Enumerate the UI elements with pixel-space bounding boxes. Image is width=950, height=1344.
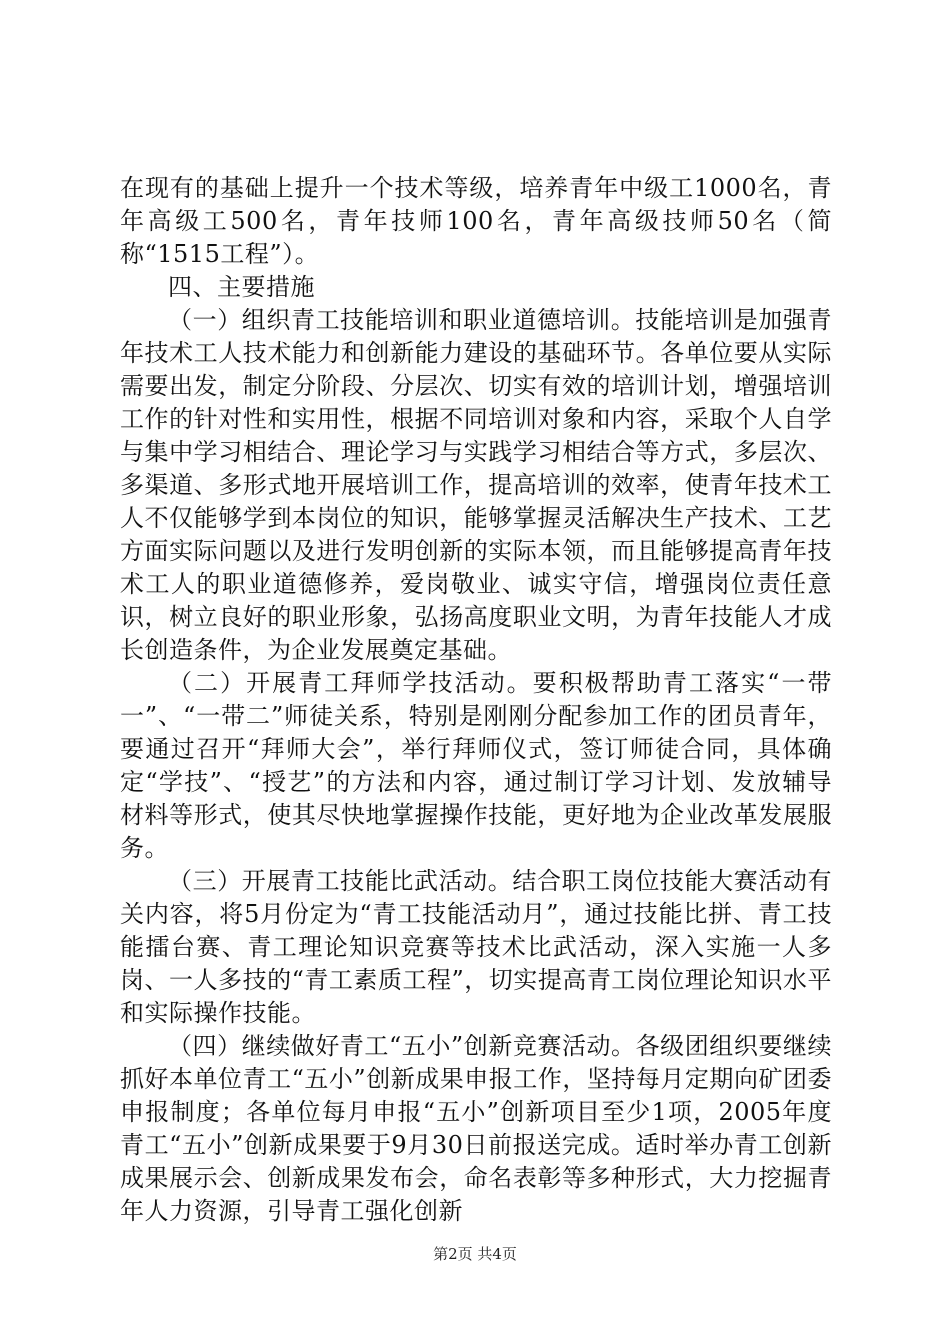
page-number-footer: 第2页 共4页 <box>433 1245 517 1263</box>
paragraph-measure-2: （二）开展青工拜师学技活动。要积极帮助青工落实“一带一”、“一带二”师徒关系，特别是刚刚分配参加工作的团员青年，要通过召开“拜师大会”，举行拜师仪式，签订师徒合同，具体确定“学技”、“授艺”的方法和内容，通过制订学习计划、发放辅导材料等形式，使其尽快地掌握操作技能，更好地为企业改革发展服务。 <box>120 669 832 862</box>
section-heading: 四、主要措施 <box>168 273 315 301</box>
paragraph-measure-4: （四）继续做好青工“五小”创新竞赛活动。各级团组织要继续抓好本单位青工“五小”创新成果申报工作，坚持每月定期向矿团委申报制度；各单位每月申报“五小”创新项目至少1项，2005年度青工“五小”创新成果要于9月30日前报送完成。适时举办青工创新成果展示会、创新成果发布会，命名表彰等多种形式，大力挖掘青年人力资源，引导青工强化创新 <box>120 1032 832 1225</box>
paragraph-continuation: 在现有的基础上提升一个技术等级，培养青年中级工1000名，青年高级工500名，青年技师100名，青年高级技师50名（简称“1515工程”）。 <box>120 174 832 268</box>
document-body <box>120 172 832 1228</box>
paragraph-measure-1: （一）组织青工技能培训和职业道德培训。技能培训是加强青年技术工人技术能力和创新能力建设的基础环节。各单位要从实际需要出发，制定分阶段、分层次、切实有效的培训计划，增强培训工作的针对性和实用性，根据不同培训对象和内容，采取个人自学与集中学习相结合、理论学习与实践学习相结合等方式，多层次、多渠道、多形式地开展培训工作，提高培训的效率，使青年技术工人不仅能够学到本岗位的知识，能够掌握灵活解决生产技术、工艺方面实际问题以及进行发明创新的实际本领，而且能够提高青年技术工人的职业道德修养，爱岗敬业、诚实守信，增强岗位责任意识，树立良好的职业形象，弘扬高度职业文明，为青年技能人才成长创造条件，为企业发展奠定基础。 <box>120 306 832 664</box>
paragraph-measure-3: （三）开展青工技能比武活动。结合职工岗位技能大赛活动有关内容，将5月份定为“青工技能活动月”，通过技能比拼、青工技能擂台赛、青工理论知识竞赛等技术比武活动，深入实施一人多岗、一人多技的“青工素质工程”，切实提高青工岗位理论知识水平和实际操作技能。 <box>120 867 832 1027</box>
